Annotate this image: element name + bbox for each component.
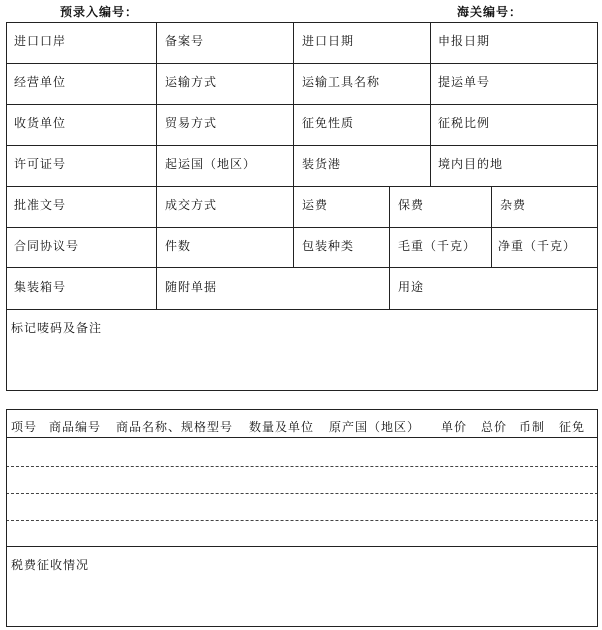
col-total-price: 总价 — [481, 420, 508, 434]
field-insurance: 保费 — [398, 198, 425, 212]
rule — [293, 22, 294, 186]
field-loading-port: 装货港 — [302, 157, 342, 171]
field-import-port: 进口口岸 — [14, 34, 67, 48]
field-transport-mode: 运输方式 — [165, 75, 218, 89]
rule — [6, 267, 598, 268]
dashed-row-divider — [6, 493, 598, 494]
rule — [6, 437, 598, 438]
rule — [6, 145, 598, 146]
field-consignee-unit: 收货单位 — [14, 116, 67, 130]
col-quantity-unit: 数量及单位 — [249, 420, 315, 434]
rule — [597, 409, 598, 627]
field-attached-documents: 随附单据 — [165, 280, 218, 294]
rule — [389, 267, 390, 309]
rule — [6, 104, 598, 105]
rule — [6, 546, 598, 547]
field-transaction-mode: 成交方式 — [165, 198, 218, 212]
col-name-spec: 商品名称、规格型号 — [116, 420, 234, 434]
field-domestic-destination: 境内目的地 — [438, 157, 504, 171]
rule — [293, 186, 294, 267]
dashed-row-divider — [6, 466, 598, 467]
col-currency: 币制 — [519, 420, 546, 434]
rule — [6, 309, 598, 310]
field-levy-exemption-nature: 征免性质 — [302, 116, 355, 130]
field-business-unit: 经营单位 — [14, 75, 67, 89]
rule — [6, 22, 7, 390]
rule — [156, 186, 157, 267]
field-contract-number: 合同协议号 — [14, 239, 80, 253]
field-vehicle-name: 运输工具名称 — [302, 75, 381, 89]
rule — [6, 409, 598, 410]
col-country-of-origin: 原产国（地区） — [329, 420, 421, 434]
field-usage: 用途 — [398, 280, 425, 294]
field-marks-remarks: 标记唛码及备注 — [11, 321, 103, 335]
field-origin-country: 起运国（地区） — [165, 157, 257, 171]
pre-entry-number-label: 预录入编号： — [60, 5, 139, 19]
rule — [156, 267, 157, 309]
field-declaration-date: 申报日期 — [438, 34, 491, 48]
field-approval-number: 批准文号 — [14, 198, 67, 212]
field-trade-mode: 贸易方式 — [165, 116, 218, 130]
rule — [6, 390, 598, 391]
rule — [6, 409, 7, 627]
rule — [6, 626, 598, 627]
rule — [6, 227, 598, 228]
col-item-number: 项号 — [11, 420, 38, 434]
field-levy-tax-ratio: 征税比例 — [438, 116, 491, 130]
rule — [156, 22, 157, 186]
field-freight: 运费 — [302, 198, 329, 212]
rule — [389, 186, 390, 267]
rule — [6, 63, 598, 64]
rule — [491, 186, 492, 267]
field-bill-of-lading-number: 提运单号 — [438, 75, 491, 89]
goods-table-header — [11, 418, 596, 432]
field-license-number: 许可证号 — [14, 157, 67, 171]
rule — [430, 22, 431, 186]
col-levy-exemption: 征免 — [559, 420, 586, 434]
rule — [597, 22, 598, 390]
customs-number-label: 海关编号： — [457, 5, 523, 19]
field-gross-weight: 毛重（千克） — [398, 239, 477, 253]
field-container-number: 集装箱号 — [14, 280, 67, 294]
field-package-type: 包装种类 — [302, 239, 355, 253]
field-net-weight: 净重（千克） — [498, 239, 577, 253]
dashed-row-divider — [6, 520, 598, 521]
rule — [6, 22, 598, 23]
field-misc-fees: 杂费 — [500, 198, 527, 212]
col-commodity-code: 商品编号 — [49, 420, 102, 434]
field-import-date: 进口日期 — [302, 34, 355, 48]
rule — [6, 186, 598, 187]
field-record-number: 备案号 — [165, 34, 205, 48]
field-tax-status: 税费征收情况 — [11, 558, 90, 572]
field-pieces: 件数 — [165, 239, 192, 253]
col-unit-price: 单价 — [441, 420, 468, 434]
